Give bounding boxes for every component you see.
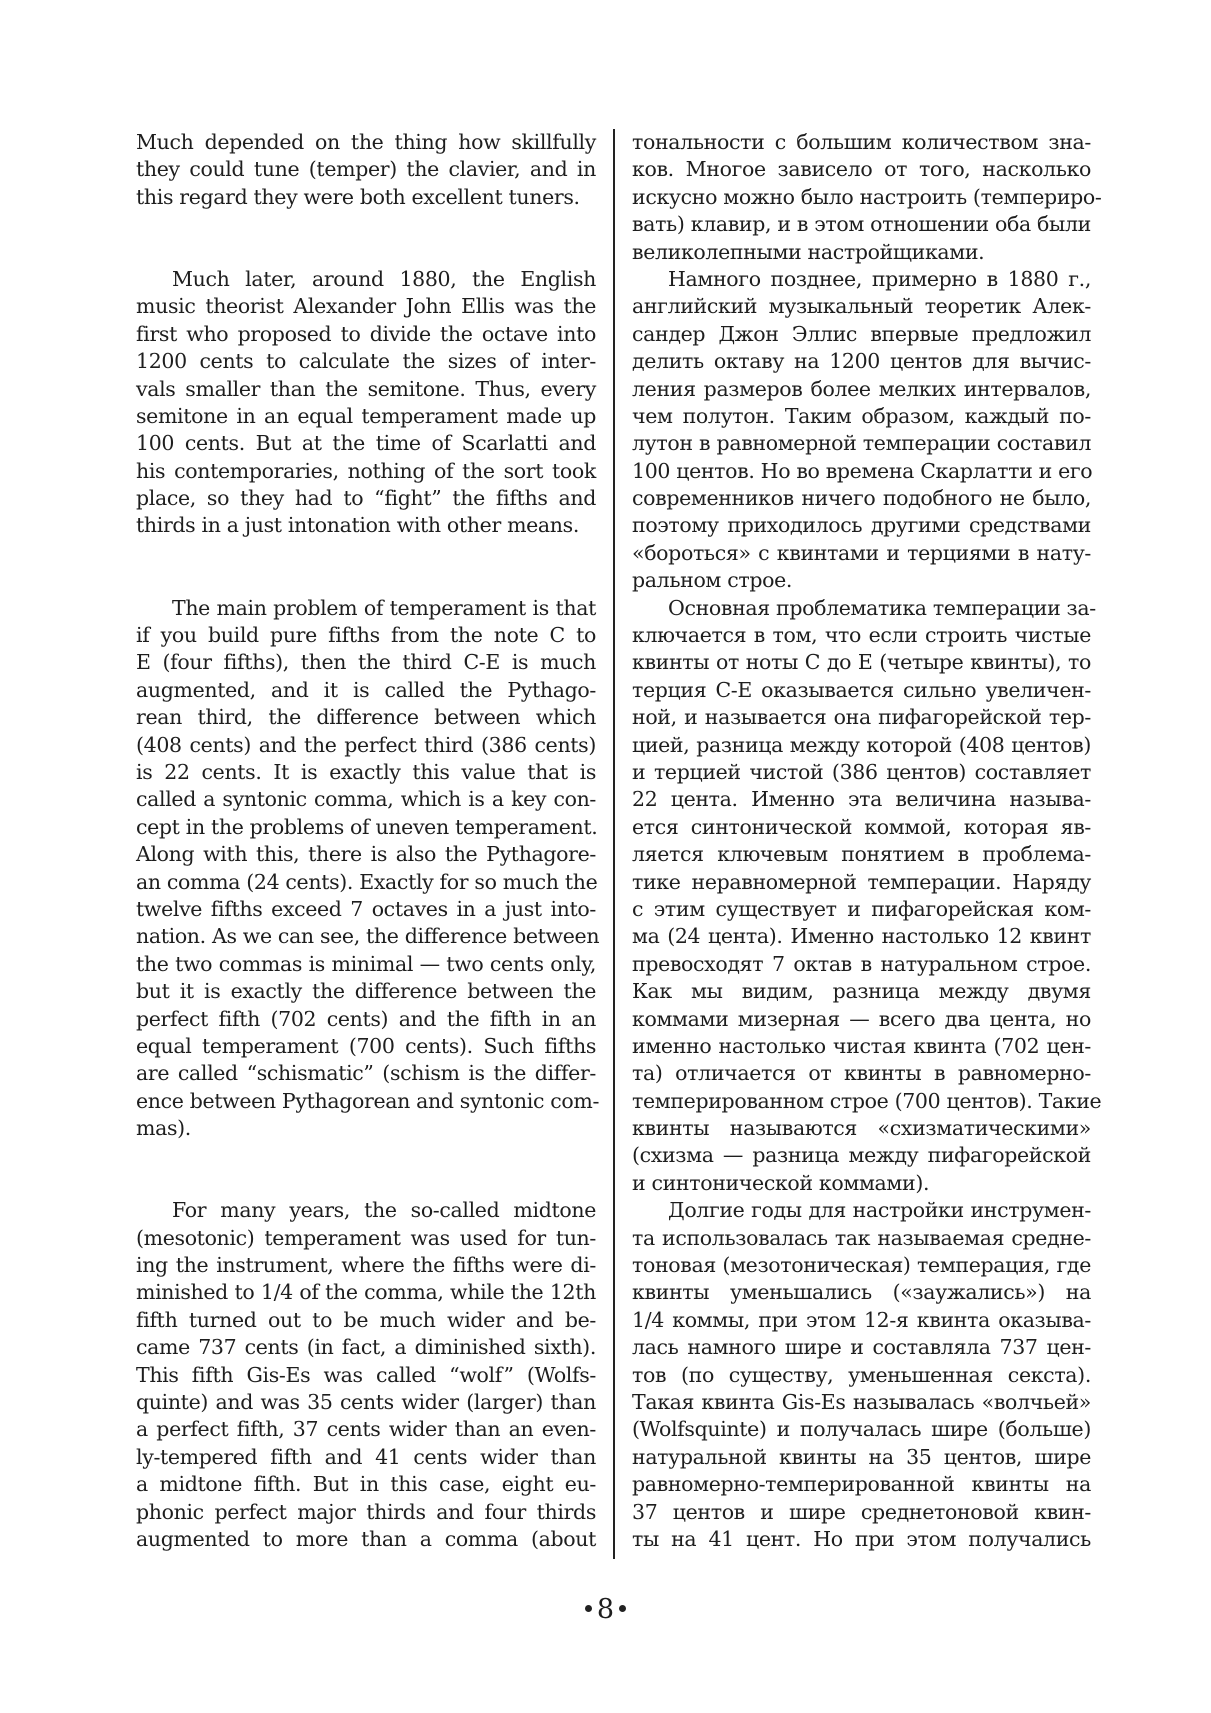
paragraph-gap bbox=[136, 540, 596, 595]
text-line: thirds in a just intonation with other means. bbox=[136, 513, 579, 538]
text-line: ной, и называется она пифагорейской тер- bbox=[632, 705, 1091, 730]
text-line: «бороться» с квинтами и терциями в нату- bbox=[632, 540, 1091, 565]
text-line: лутон в равномерной темперации составил bbox=[632, 431, 1091, 456]
text-line: Намного позднее, примерно в 1880 г., bbox=[668, 266, 1091, 291]
text-line: they could tune (temper) the clavier, and in bbox=[136, 157, 596, 182]
text-line: Основная проблематика темперации за- bbox=[668, 595, 1096, 620]
text-line: mas). bbox=[136, 1116, 191, 1141]
text-line: ence between Pythagorean and syntonic com- bbox=[136, 1088, 600, 1113]
bullet-left-icon bbox=[585, 1605, 592, 1612]
text-line: Долгие годы для настройки инструмен- bbox=[668, 1198, 1091, 1223]
text-line: 100 cents. But at the time of Scarlatti and bbox=[136, 431, 596, 456]
text-line: терция С-Е оказывается сильно увеличен- bbox=[632, 677, 1091, 702]
text-line: Along with this, there is also the Pythagore- bbox=[136, 842, 596, 867]
text-line: тов (по существу, уменьшенная секста). bbox=[632, 1362, 1091, 1387]
text-line: 1200 cents to calculate the sizes of inter- bbox=[136, 349, 596, 374]
text-line: if you build pure fifths from the note C to bbox=[136, 623, 596, 648]
text-line: semitone in an equal temperament made up bbox=[136, 403, 596, 428]
text-line: this regard they were both excellent tuners. bbox=[136, 184, 580, 209]
text-line: чем полутон. Таким образом, каждый по- bbox=[632, 403, 1091, 428]
text-line: music theorist Alexander John Ellis was the bbox=[136, 294, 596, 319]
text-line: This fifth Gis-Es was called “wolf” (Wolfs- bbox=[136, 1362, 596, 1387]
text-line: 22 цента. Именно эта величина называ- bbox=[632, 787, 1091, 812]
paragraph bbox=[632, 1197, 1091, 1553]
text-line: тоновая (мезотоническая) темперация, где bbox=[632, 1253, 1091, 1278]
text-line: the two commas is minimal — two cents only, bbox=[136, 951, 596, 976]
text-line: place, so they had to “fight” the fifths and bbox=[136, 486, 596, 511]
paragraph bbox=[136, 129, 596, 211]
text-line: и терцией чистой (386 центов) составляет bbox=[632, 759, 1091, 784]
text-line: вать) клавир, и в этом отношении оба были bbox=[632, 212, 1091, 237]
text-line: ляется ключевым понятием в проблема- bbox=[632, 842, 1091, 867]
text-line: minished to 1/4 of the comma, while the 12th bbox=[136, 1280, 596, 1305]
text-line: тональности с большим количеством зна- bbox=[632, 130, 1091, 154]
paragraph bbox=[632, 266, 1091, 595]
text-line: is 22 cents. It is exactly this value that is bbox=[136, 760, 596, 785]
page-number-value: 8 bbox=[596, 1594, 615, 1625]
text-line: an comma (24 cents). Exactly for so much the bbox=[136, 869, 598, 894]
text-line: twelve fifths exceed 7 octaves in a just into- bbox=[136, 896, 596, 921]
text-line: та) отличается от квинты в равномерно- bbox=[632, 1061, 1091, 1086]
text-line: тике неравномерной темперации. Наряду bbox=[632, 869, 1091, 894]
text-line: ма (24 цента). Именно настолько 12 квинт bbox=[632, 924, 1091, 949]
text-line: поэтому приходилось другими средствами bbox=[632, 513, 1091, 538]
text-line: ральном строе. bbox=[632, 568, 793, 593]
text-line: Much depended on the thing how skillfully bbox=[136, 130, 596, 154]
text-line: phonic perfect major thirds and four thirds bbox=[136, 1499, 596, 1524]
text-line: first who proposed to divide the octave into bbox=[136, 321, 596, 346]
text-line: именно настолько чистая квинта (702 цен- bbox=[632, 1033, 1091, 1058]
text-line: (mesotonic) temperament was used for tun- bbox=[136, 1225, 596, 1250]
text-line: rean third, the difference between which bbox=[136, 705, 596, 730]
text-line: For many years, the so-called midtone bbox=[172, 1198, 596, 1223]
text-line: цией, разница между которой (408 центов) bbox=[632, 732, 1091, 757]
text-line: (схизма — разница между пифагорейской bbox=[632, 1143, 1091, 1168]
text-line: E (four fifths), then the third C-E is much bbox=[136, 650, 596, 675]
paragraph-gap bbox=[136, 1142, 596, 1197]
text-line: квинты называются «схизматическими» bbox=[632, 1116, 1091, 1141]
text-line: ly-tempered fifth and 41 cents wider than bbox=[136, 1444, 596, 1469]
text-line: a midtone fifth. But in this case, eight eu- bbox=[136, 1472, 596, 1497]
paragraph bbox=[136, 266, 596, 540]
russian-column bbox=[632, 129, 1102, 1553]
text-line: (Wolfsquinte) и получалась шире (больше) bbox=[632, 1417, 1091, 1442]
text-line: fifth turned out to be much wider and be- bbox=[136, 1307, 596, 1332]
text-line: сандер Джон Эллис впервые предложил bbox=[632, 321, 1091, 346]
text-line: делить октаву на 1200 центов для вычис- bbox=[632, 349, 1091, 374]
text-line: ing the instrument, where the fifths were di- bbox=[136, 1253, 596, 1278]
paragraph bbox=[632, 595, 1102, 1198]
text-line: augmented, and it is called the Pythago- bbox=[136, 677, 596, 702]
text-line: превосходят 7 октав в натуральном строе. bbox=[632, 951, 1091, 976]
text-line: called a syntonic comma, which is a key con- bbox=[136, 787, 596, 812]
text-line: великолепными настройщиками. bbox=[632, 239, 985, 264]
text-line: The main problem of temperament is that bbox=[172, 595, 596, 620]
text-line: equal temperament (700 cents). Such fifths bbox=[136, 1033, 596, 1058]
text-line: квинты уменьшались («заужались») на bbox=[632, 1280, 1091, 1305]
text-line: искусно можно было настроить (темпериро- bbox=[632, 184, 1102, 209]
text-line: ется синтонической коммой, которая яв- bbox=[632, 814, 1091, 839]
text-line: 37 центов и шире среднетоновой квин- bbox=[632, 1499, 1091, 1524]
text-line: nation. As we can see, the difference between bbox=[136, 924, 600, 949]
paragraph bbox=[136, 595, 600, 1143]
text-line: Такая квинта Gis-Es называлась «волчьей» bbox=[632, 1389, 1091, 1414]
text-line: came 737 cents (in fact, a diminished sixth). bbox=[136, 1335, 596, 1360]
paragraph bbox=[632, 129, 1102, 266]
text-line: коммами мизерная — всего два цента, но bbox=[632, 1006, 1091, 1031]
bullet-right-icon bbox=[619, 1605, 626, 1612]
text-line: 100 центов. Но во времена Скарлатти и его bbox=[632, 458, 1093, 483]
text-line: с этим существует и пифагорейская ком- bbox=[632, 896, 1091, 921]
paragraph-gap bbox=[136, 211, 596, 266]
text-line: 1/4 коммы, при этом 12-я квинта оказыва- bbox=[632, 1307, 1091, 1332]
text-line: perfect fifth (702 cents) and the fifth in an bbox=[136, 1006, 596, 1031]
text-line: та использовалась так называемая средне- bbox=[632, 1225, 1091, 1250]
text-line: Как мы видим, разница между двумя bbox=[632, 979, 1091, 1004]
text-line: cept in the problems of uneven temperament. bbox=[136, 814, 598, 839]
text-line: темперированном строе (700 центов). Такие bbox=[632, 1088, 1102, 1113]
text-line: quinte) and was 35 cents wider (larger) than bbox=[136, 1390, 596, 1415]
paragraph bbox=[136, 1197, 596, 1553]
text-line: but it is exactly the difference between the bbox=[136, 979, 596, 1004]
text-line: лась намного шире и составляла 737 цен- bbox=[632, 1335, 1091, 1360]
text-line: равномерно-темперированной квинты на bbox=[632, 1472, 1091, 1497]
text-line: vals smaller than the semitone. Thus, every bbox=[136, 376, 596, 401]
text-line: современников ничего подобного не было, bbox=[632, 486, 1091, 511]
page-number bbox=[0, 1594, 1211, 1625]
text-line: ты на 41 цент. Но при этом получались bbox=[632, 1526, 1091, 1551]
text-line: ления размеров более мелких интервалов, bbox=[632, 376, 1091, 401]
text-line: a perfect fifth, 37 cents wider than an even- bbox=[136, 1417, 596, 1442]
column-divider bbox=[613, 129, 615, 1559]
text-line: английский музыкальный теоретик Алек- bbox=[632, 294, 1091, 319]
text-line: ков. Многое зависело от того, насколько bbox=[632, 157, 1091, 182]
text-line: (408 cents) and the perfect third (386 cents) bbox=[136, 732, 596, 757]
text-line: и синтонической коммами). bbox=[632, 1170, 930, 1195]
text-line: augmented to more than a comma (about bbox=[136, 1526, 596, 1551]
text-line: are called “schismatic” (schism is the differ- bbox=[136, 1061, 596, 1086]
text-line: натуральной квинты на 35 центов, шире bbox=[632, 1444, 1091, 1469]
text-line: ключается в том, что если строить чистые bbox=[632, 623, 1091, 648]
text-line: his contemporaries, nothing of the sort took bbox=[136, 458, 596, 483]
text-line: Much later, around 1880, the English bbox=[172, 266, 596, 291]
text-line: квинты от ноты С до Е (четыре квинты), то bbox=[632, 650, 1091, 675]
english-column bbox=[136, 129, 600, 1553]
